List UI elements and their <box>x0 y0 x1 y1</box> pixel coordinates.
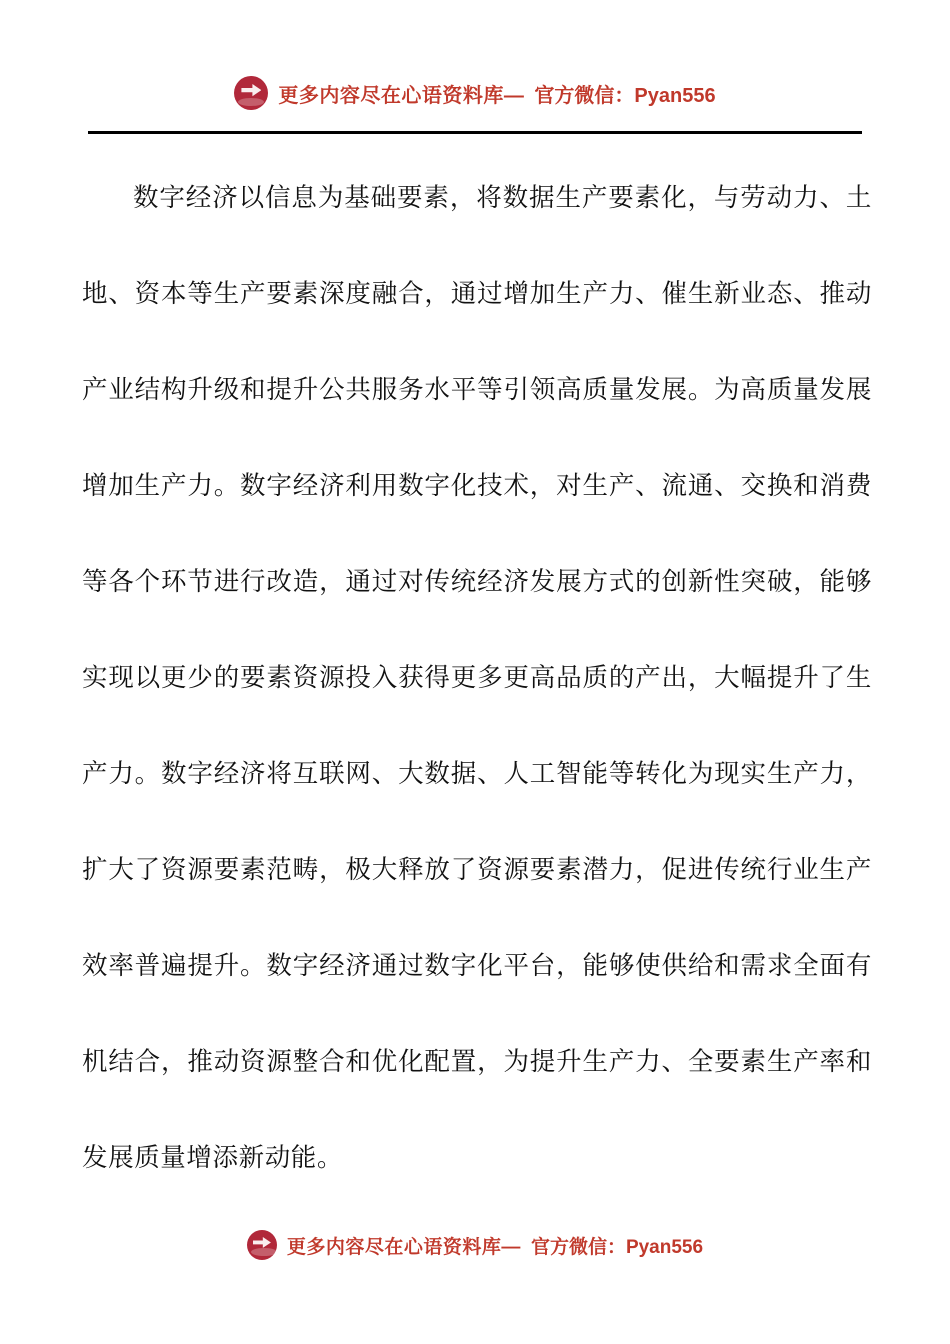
footer-wechat-label: 官方微信：Pyan556 <box>530 1236 704 1258</box>
header-watermark-text: 更多内容尽在心语资料库— <box>278 84 525 107</box>
envelope-circle-icon <box>247 1230 277 1260</box>
envelope-circle-icon <box>234 76 268 110</box>
footer-watermark <box>0 1230 950 1260</box>
header-wechat-label: 官方微信：Pyan556 <box>534 84 716 107</box>
body-paragraph: 数字经济以信息为基础要素，将数据生产要素化，与劳动力、土地、资本等生产要素深度融合，通过增加生产力、催生新业态、推动产业结构升级和提升公共服务水平等引领高质量发展。为高质量发展增加生产力。数字经济利用数字化技术，对生产、流通、交换和消费等各个环节进行改造，通过对传统经济发展方式的创新性突破，能够实现以更少的要素资源投入获得更多更高品质的产出，大幅提升了生产力。数字经济将互联网、大数据、人工智能等转化为现实生产力，扩大了资源要素范畴，极大释放了资源要素潜力，促进传统行业生产效率普遍提升。数字经济通过数字化平台，能够使供给和需求全面有机结合，推动资源整合和优化配置，为提升生产力、全要素生产率和发展质量增添新动能。 <box>82 183 872 1172</box>
footer-watermark-text: 更多内容尽在心语资料库— <box>286 1236 521 1258</box>
header-watermark <box>0 76 950 110</box>
header-divider <box>88 131 862 134</box>
